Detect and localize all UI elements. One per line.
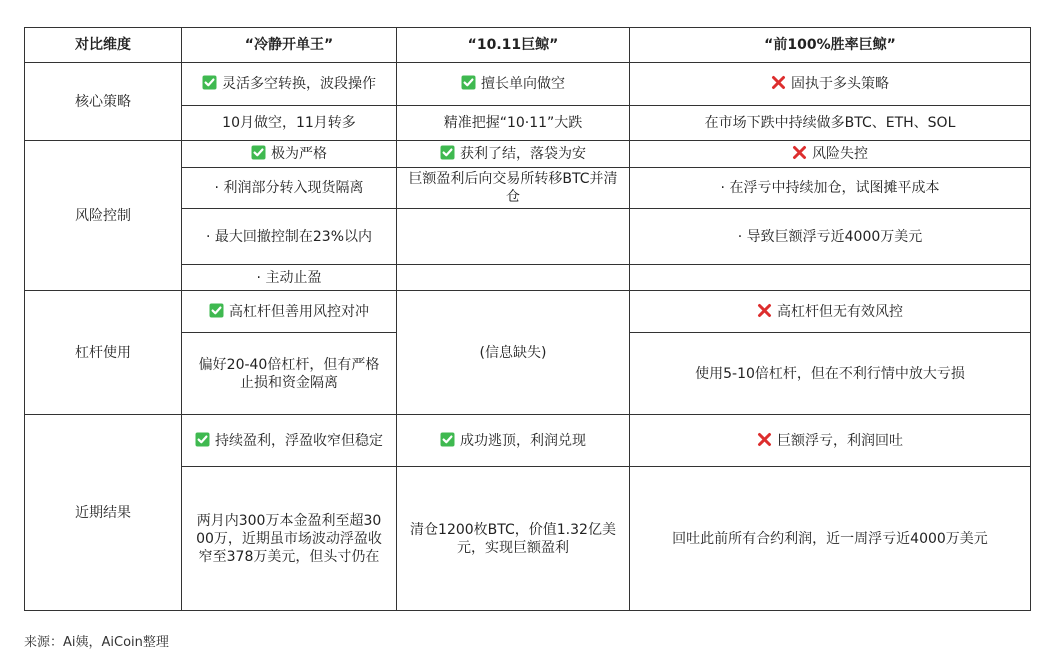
check-icon <box>195 432 210 447</box>
comparison-table <box>24 27 1031 611</box>
source-note: 来源：Ai姨，AiCoin整理 <box>24 635 169 650</box>
check-icon <box>202 75 217 90</box>
risk-control-c-detail: · 导致巨额浮亏近4000万美元 <box>630 209 1031 265</box>
summary-text: 获利了结，落袋为安 <box>460 146 586 162</box>
recent-results-b-summary <box>397 415 630 467</box>
check-icon <box>209 303 224 318</box>
cross-icon <box>771 75 786 90</box>
summary-text: 高杠杆但无有效风控 <box>777 303 903 320</box>
recent-results-c-summary <box>630 415 1031 467</box>
recent-results-a-summary <box>182 415 397 467</box>
check-icon <box>461 75 476 90</box>
summary-text: 灵活多空转换，波段操作 <box>222 76 376 92</box>
core-strategy-a-summary <box>182 63 397 106</box>
cross-icon <box>792 145 807 160</box>
risk-control-a-detail: · 最大回撤控制在23%以内 <box>182 209 397 265</box>
leverage-a-detail: 偏好20-40倍杠杆，但有严格止损和资金隔离 <box>182 333 397 415</box>
table-row <box>25 63 1031 106</box>
dimension-leverage: 杠杆使用 <box>25 291 182 415</box>
header-trader-a: “冷静开单王” <box>182 28 397 63</box>
core-strategy-c-summary <box>630 63 1031 106</box>
core-strategy-c-detail: 在市场下跌中持续做多BTC、ETH、SOL <box>630 106 1031 141</box>
summary-text: 风险失控 <box>812 146 868 162</box>
risk-control-a-summary <box>182 141 397 168</box>
header-dimension: 对比维度 <box>25 28 182 63</box>
header-trader-c: “前100%胜率巨鲸” <box>630 28 1031 63</box>
check-icon <box>251 145 266 160</box>
risk-control-c-detail: · 在浮亏中持续加仓，试图摊平成本 <box>630 168 1031 209</box>
check-icon <box>440 432 455 447</box>
core-strategy-b-detail: 精准把握“10·11”大跌 <box>397 106 630 141</box>
summary-text: 高杠杆但善用风控对冲 <box>229 303 369 320</box>
table-row <box>25 291 1031 333</box>
summary-text: 固执于多头策略 <box>791 76 889 92</box>
recent-results-c-detail: 回吐此前所有合约利润，近一周浮亏近4000万美元 <box>630 467 1031 611</box>
empty-cell <box>630 265 1031 291</box>
core-strategy-b-summary <box>397 63 630 106</box>
summary-text: 巨额浮亏，利润回吐 <box>777 432 903 449</box>
dimension-core-strategy: 核心策略 <box>25 63 182 141</box>
core-strategy-a-detail: 10月做空，11月转多 <box>182 106 397 141</box>
leverage-a-summary <box>182 291 397 333</box>
dimension-recent-results: 近期结果 <box>25 415 182 611</box>
header-row <box>25 28 1031 63</box>
risk-control-c-summary <box>630 141 1031 168</box>
header-trader-b: “10.11巨鲸” <box>397 28 630 63</box>
table-row <box>25 415 1031 467</box>
risk-control-b-detail: 巨额盈利后向交易所转移BTC并清仓 <box>397 168 630 209</box>
risk-control-b-summary <box>397 141 630 168</box>
summary-text: 成功逃顶，利润兑现 <box>460 432 586 449</box>
recent-results-b-detail: 清仓1200枚BTC，价值1.32亿美元，实现巨额盈利 <box>397 467 630 611</box>
dimension-risk-control: 风险控制 <box>25 141 182 291</box>
leverage-b-missing-info: (信息缺失) <box>397 291 630 415</box>
cross-icon <box>757 303 772 318</box>
check-icon <box>440 145 455 160</box>
risk-control-a-detail: · 利润部分转入现货隔离 <box>182 168 397 209</box>
leverage-c-summary <box>630 291 1031 333</box>
recent-results-a-detail: 两月内300万本金盈利至超3000万，近期虽市场波动浮盈收窄至378万美元，但头寸仍在 <box>182 467 397 611</box>
risk-control-a-detail: · 主动止盈 <box>182 265 397 291</box>
leverage-c-detail: 使用5-10倍杠杆，但在不利行情中放大亏损 <box>630 333 1031 415</box>
empty-cell <box>397 265 630 291</box>
cross-icon <box>757 432 772 447</box>
empty-cell <box>397 209 630 265</box>
table-row <box>25 141 1031 168</box>
summary-text: 持续盈利，浮盈收窄但稳定 <box>215 432 383 449</box>
summary-text: 极为严格 <box>271 146 327 162</box>
summary-text: 擅长单向做空 <box>481 76 565 92</box>
